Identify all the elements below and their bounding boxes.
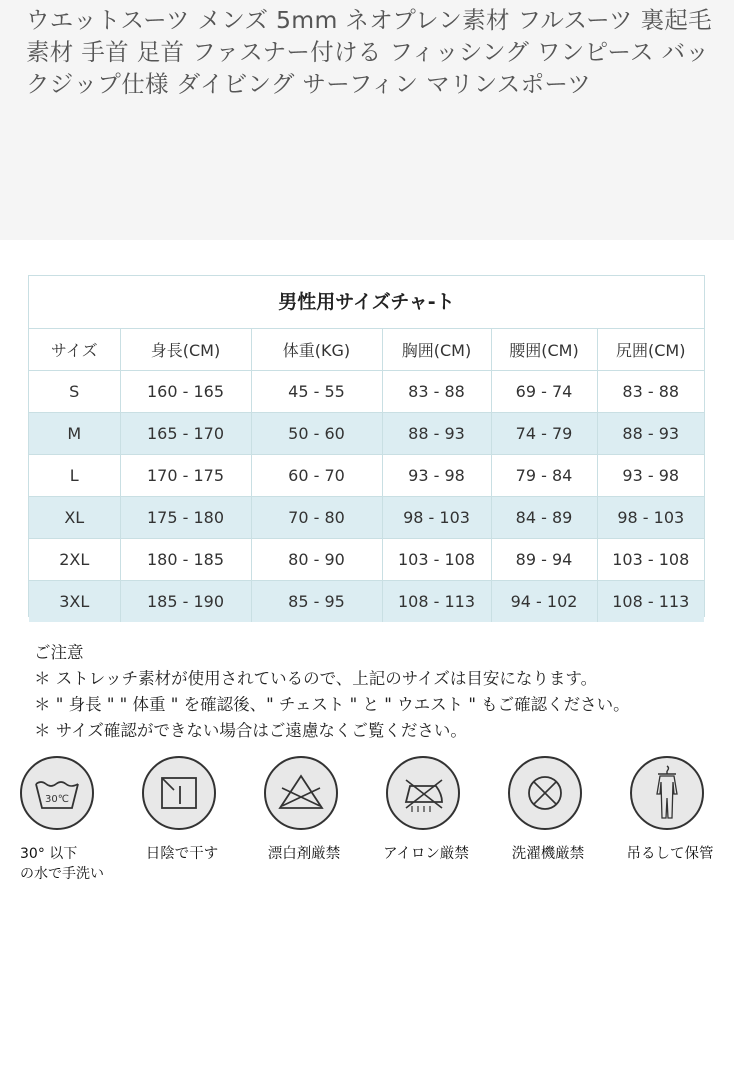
table-row [29,539,704,581]
table-row [29,581,704,623]
note-item: ＊ サイズ確認ができない場合はご遠慮なくご覧ください。 [34,721,467,740]
shade-dry-icon [142,756,216,830]
table-cell: 103 - 108 [382,539,491,581]
care-label-no-iron: アイロン厳禁 [383,846,469,862]
table-cell: 165 - 170 [120,413,251,455]
table-cell: L [29,455,120,497]
table-cell: 60 - 70 [251,455,382,497]
care-label-hang-storage: 吊るして保管 [626,846,714,862]
wash-30-icon [20,756,94,830]
care-instructions [0,756,734,896]
table-cell: 79 - 84 [491,455,597,497]
table-row [29,413,704,455]
wash-temperature-text: 30℃ [45,794,69,805]
product-title: ウエットスーツ メンズ 5mm ネオプレン素材 フルスーツ 裏起毛素材 手首 足首 ファスナー付ける フィッシング ワンピース バックジップ仕様 ダイビング サーフィン マリンスポーツ [26,6,712,98]
table-cell: 80 - 90 [251,539,382,581]
table-cell: 85 - 95 [251,581,382,623]
table-row [29,455,704,497]
table-cell: 160 - 165 [120,371,251,413]
table-cell: 180 - 185 [120,539,251,581]
table-cell: 83 - 88 [382,371,491,413]
notes-heading: ご注意 [34,643,84,662]
care-item-shade-dry [122,756,242,864]
header-weight: 体重(KG) [251,329,382,371]
table-cell: 3XL [29,581,120,623]
table-cell: 108 - 113 [382,581,491,623]
care-label-no-bleach: 漂白剤厳禁 [267,846,341,862]
care-label-text: 30° 以下 の水で手洗い [20,846,104,882]
table-cell: 50 - 60 [251,413,382,455]
care-item-no-iron [366,756,486,864]
table-cell: 45 - 55 [251,371,382,413]
size-chart [28,275,705,617]
table-cell: 2XL [29,539,120,581]
care-item-no-bleach [244,756,364,864]
table-header-row [29,329,704,371]
table-cell: 89 - 94 [491,539,597,581]
table-cell: M [29,413,120,455]
hang-storage-icon [630,756,704,830]
table-row [29,371,704,413]
table-cell: 98 - 103 [597,497,704,539]
table-cell: 74 - 79 [491,413,597,455]
no-machine-wash-icon [508,756,582,830]
care-item-hang-storage [610,756,730,864]
table-cell: 170 - 175 [120,455,251,497]
table-cell: 88 - 93 [597,413,704,455]
table-cell: 94 - 102 [491,581,597,623]
care-label-wash [0,844,120,884]
no-iron-icon [386,756,460,830]
care-label-no-machine-wash: 洗濯機厳禁 [511,846,585,862]
table-cell: 98 - 103 [382,497,491,539]
size-table [29,329,704,622]
header-chest: 胸囲(CM) [382,329,491,371]
table-cell: 93 - 98 [597,455,704,497]
no-bleach-icon [264,756,338,830]
table-cell: 83 - 88 [597,371,704,413]
header-size: サイズ [29,329,120,371]
table-cell: 88 - 93 [382,413,491,455]
header-height: 身長(CM) [120,329,251,371]
note-item: ＊ ストレッチ素材が使用されているので、上記のサイズは目安になります。 [34,669,598,688]
note-item: ＊ " 身長 " " 体重 " を確認後、" チェスト " と " ウエスト " もご確認ください。 [34,695,630,714]
table-cell: 84 - 89 [491,497,597,539]
title-area [0,0,734,240]
table-cell: 93 - 98 [382,455,491,497]
table-cell: 70 - 80 [251,497,382,539]
care-item-no-machine-wash [488,756,608,864]
table-cell: 69 - 74 [491,371,597,413]
table-cell: XL [29,497,120,539]
care-label-shade-dry: 日陰で干す [145,846,219,862]
table-cell: 175 - 180 [120,497,251,539]
table-cell: 185 - 190 [120,581,251,623]
notes-section [34,640,724,744]
table-cell: S [29,371,120,413]
header-waist: 腰囲(CM) [491,329,597,371]
header-hip: 尻囲(CM) [597,329,704,371]
care-item-wash [0,756,120,884]
table-cell: 103 - 108 [597,539,704,581]
table-cell: 108 - 113 [597,581,704,623]
size-chart-title: 男性用サイズチャ-ト [29,276,704,329]
table-row [29,497,704,539]
